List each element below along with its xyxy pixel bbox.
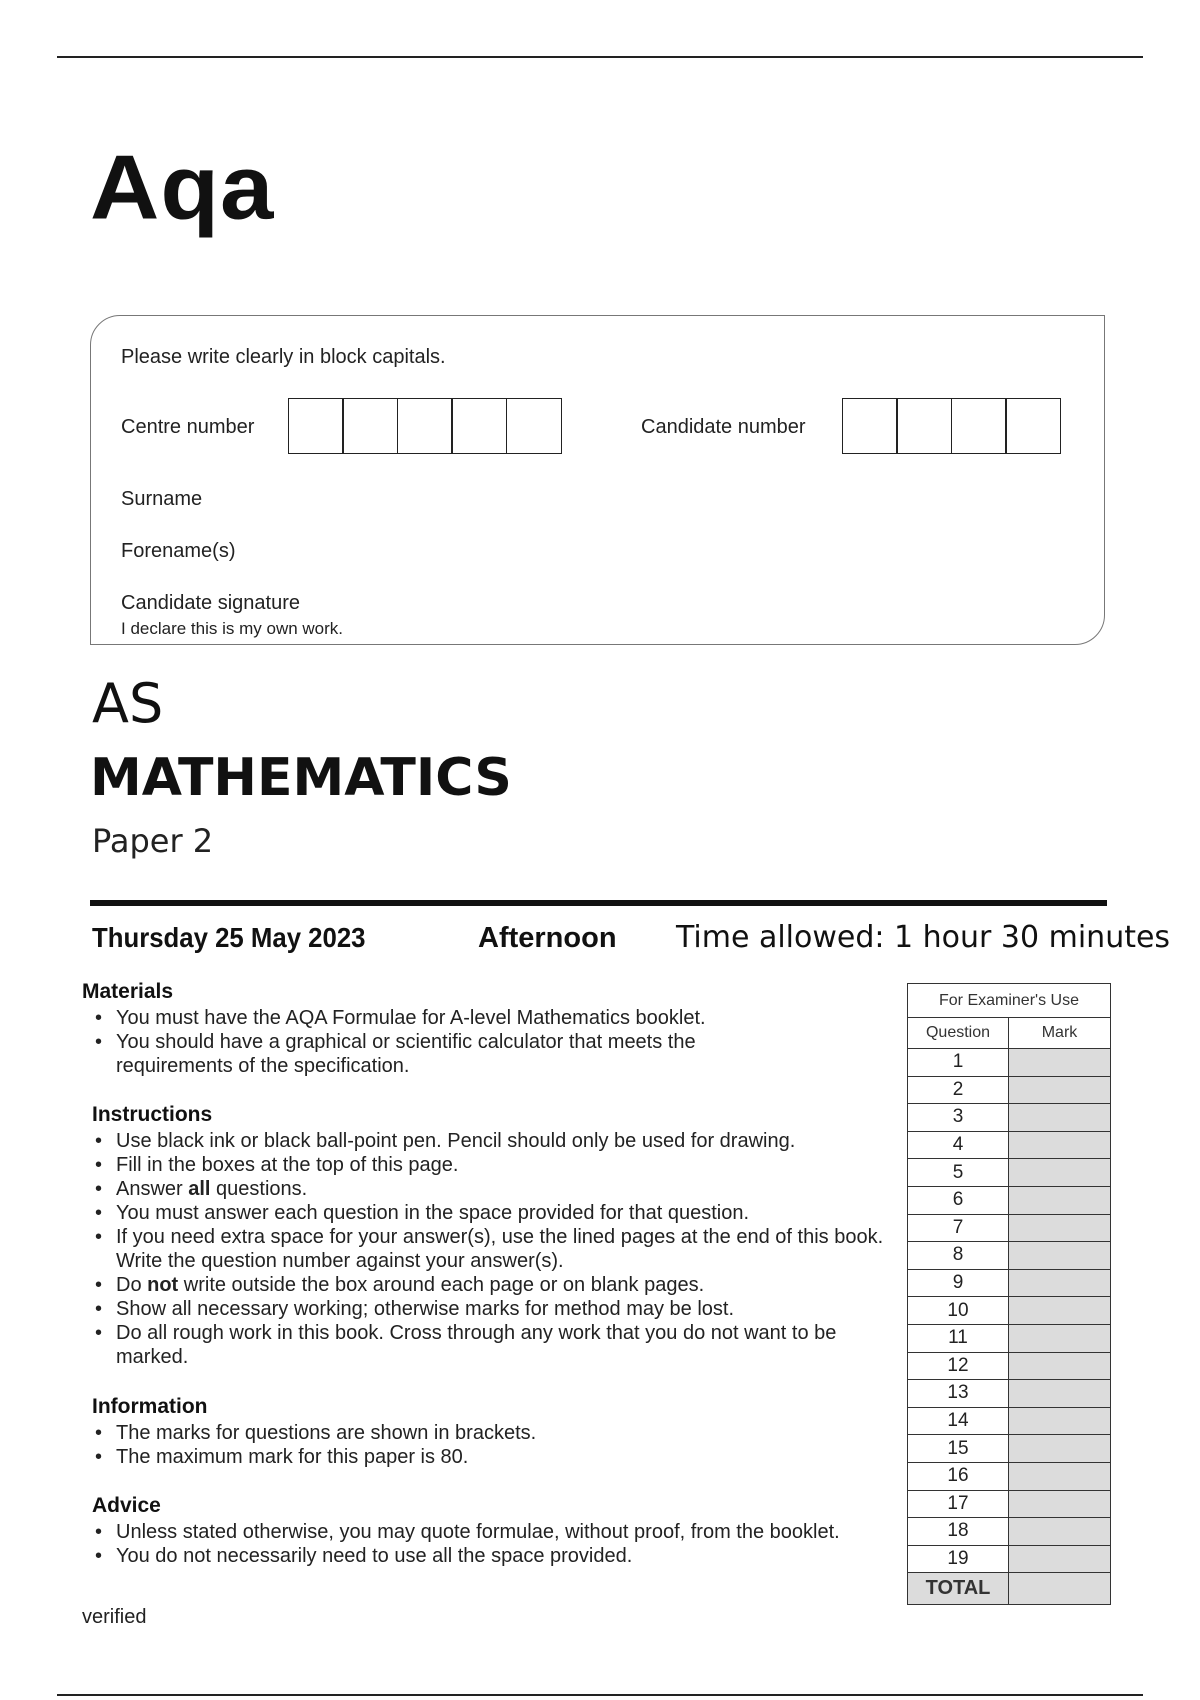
mark-cell bbox=[1009, 1490, 1111, 1518]
total-mark-cell bbox=[1009, 1573, 1111, 1605]
forenames-label: Forename(s) bbox=[121, 540, 236, 562]
mark-cell bbox=[1009, 1518, 1111, 1546]
materials-list bbox=[92, 1006, 892, 1078]
question-number-cell: 15 bbox=[908, 1435, 1009, 1463]
table-row bbox=[908, 1352, 1111, 1380]
examiner-table-title: For Examiner's Use bbox=[908, 984, 1111, 1018]
list-item: • Use black ink or black ball-point pen. Pencil should only be used for drawing. bbox=[92, 1129, 892, 1153]
list-item: • The maximum mark for this paper is 80. bbox=[92, 1445, 892, 1469]
table-row bbox=[908, 1159, 1111, 1187]
aqa-logo: Aqa bbox=[90, 136, 275, 239]
mark-cell bbox=[1009, 1407, 1111, 1435]
table-row bbox=[908, 1104, 1111, 1132]
list-item: • You must answer each question in the space provided for that question. bbox=[92, 1201, 892, 1225]
mark-cell bbox=[1009, 1380, 1111, 1408]
candidate-number-digit-box[interactable] bbox=[1005, 398, 1061, 454]
mark-cell bbox=[1009, 1159, 1111, 1187]
centre-number-boxes bbox=[289, 398, 562, 454]
table-row bbox=[908, 1545, 1111, 1573]
examiner-use-table bbox=[907, 983, 1111, 1605]
centre-number-digit-box[interactable] bbox=[451, 398, 507, 454]
mark-cell bbox=[1009, 1242, 1111, 1270]
information-list bbox=[92, 1421, 892, 1469]
mark-column-header: Mark bbox=[1009, 1018, 1111, 1049]
table-row bbox=[908, 1269, 1111, 1297]
candidate-number-digit-box[interactable] bbox=[896, 398, 952, 454]
list-item: • Unless stated otherwise, you may quote formulae, without proof, from the booklet. bbox=[92, 1520, 876, 1544]
centre-number-digit-box[interactable] bbox=[342, 398, 398, 454]
subject-title: MATHEMATICS bbox=[90, 748, 512, 808]
table-row bbox=[908, 1242, 1111, 1270]
question-number-cell: 2 bbox=[908, 1076, 1009, 1104]
table-row bbox=[908, 1462, 1111, 1490]
mark-cell bbox=[1009, 1435, 1111, 1463]
question-number-cell: 1 bbox=[908, 1049, 1009, 1077]
table-row bbox=[908, 1214, 1111, 1242]
bottom-rule bbox=[57, 1694, 1143, 1696]
instruction-text: Answer bbox=[116, 1178, 189, 1200]
question-number-cell: 19 bbox=[908, 1545, 1009, 1573]
top-rule bbox=[57, 56, 1143, 58]
instruction-text: Do bbox=[116, 1274, 148, 1296]
instructions-list bbox=[92, 1129, 892, 1369]
list-item: • If you need extra space for your answer(s), use the lined pages at the end of this book. Write the question number against your answer(s). bbox=[92, 1225, 891, 1273]
table-row bbox=[908, 1297, 1111, 1325]
materials-heading: Materials bbox=[82, 980, 174, 1003]
mark-cell bbox=[1009, 1131, 1111, 1159]
table-row bbox=[908, 1380, 1111, 1408]
mark-cell bbox=[1009, 1297, 1111, 1325]
list-item: • Fill in the boxes at the top of this page. bbox=[92, 1153, 892, 1177]
exam-session: Afternoon bbox=[478, 922, 617, 954]
mark-cell bbox=[1009, 1104, 1111, 1132]
candidate-number-digit-box[interactable] bbox=[951, 398, 1007, 454]
table-row bbox=[908, 1186, 1111, 1214]
emphasis-text: not bbox=[147, 1274, 179, 1296]
question-number-cell: 16 bbox=[908, 1462, 1009, 1490]
list-item: • The marks for questions are shown in brackets. bbox=[92, 1421, 892, 1445]
table-row bbox=[908, 1324, 1111, 1352]
signature-label: Candidate signature bbox=[121, 592, 301, 614]
list-item: • Show all necessary working; otherwise marks for method may be lost. bbox=[92, 1297, 892, 1321]
question-number-cell: 6 bbox=[908, 1186, 1009, 1214]
list-item: • Do all rough work in this book. Cross through any work that you do not want to be marked. bbox=[92, 1321, 891, 1369]
surname-label: Surname bbox=[121, 488, 203, 510]
table-row bbox=[908, 1518, 1111, 1546]
mark-cell bbox=[1009, 1076, 1111, 1104]
examiner-table-body bbox=[908, 1049, 1111, 1573]
mark-cell bbox=[1009, 1214, 1111, 1242]
total-label: TOTAL bbox=[908, 1573, 1009, 1605]
mark-cell bbox=[1009, 1186, 1111, 1214]
table-row bbox=[908, 1131, 1111, 1159]
candidate-details-box bbox=[90, 315, 1105, 645]
list-item bbox=[92, 1273, 892, 1297]
list-item: • You do not necessarily need to use all the space provided. bbox=[92, 1544, 892, 1568]
advice-list bbox=[92, 1520, 892, 1568]
question-number-cell: 13 bbox=[908, 1380, 1009, 1408]
table-row bbox=[908, 1435, 1111, 1463]
section-divider bbox=[90, 900, 1107, 906]
question-number-cell: 17 bbox=[908, 1490, 1009, 1518]
question-column-header: Question bbox=[908, 1018, 1009, 1049]
table-row bbox=[908, 1490, 1111, 1518]
centre-number-digit-box[interactable] bbox=[506, 398, 562, 454]
block-capitals-instruction: Please write clearly in block capitals. bbox=[121, 346, 446, 368]
declaration-text: I declare this is my own work. bbox=[121, 619, 344, 638]
centre-number-label: Centre number bbox=[121, 416, 255, 438]
information-heading: Information bbox=[92, 1395, 208, 1418]
qualification-level: AS bbox=[92, 672, 164, 735]
question-number-cell: 18 bbox=[908, 1518, 1009, 1546]
table-row bbox=[908, 1049, 1111, 1077]
table-row bbox=[908, 1407, 1111, 1435]
list-item: • You must have the AQA Formulae for A-level Mathematics booklet. bbox=[92, 1006, 892, 1030]
mark-cell bbox=[1009, 1269, 1111, 1297]
candidate-number-label: Candidate number bbox=[641, 416, 806, 438]
mark-cell bbox=[1009, 1324, 1111, 1352]
exam-date: Thursday 25 May 2023 bbox=[92, 922, 366, 953]
mark-cell bbox=[1009, 1049, 1111, 1077]
question-number-cell: 10 bbox=[908, 1297, 1009, 1325]
question-number-cell: 9 bbox=[908, 1269, 1009, 1297]
candidate-number-digit-box[interactable] bbox=[842, 398, 898, 454]
mark-cell bbox=[1009, 1462, 1111, 1490]
table-row bbox=[908, 1076, 1111, 1104]
question-number-cell: 7 bbox=[908, 1214, 1009, 1242]
instructions-heading: Instructions bbox=[92, 1103, 213, 1126]
mark-cell bbox=[1009, 1545, 1111, 1573]
time-allowed: Time allowed: 1 hour 30 minutes bbox=[676, 920, 1171, 955]
emphasis-text: all bbox=[188, 1178, 211, 1200]
mark-cell bbox=[1009, 1352, 1111, 1380]
paper-number: Paper 2 bbox=[92, 822, 214, 860]
question-number-cell: 5 bbox=[908, 1159, 1009, 1187]
list-item bbox=[92, 1177, 892, 1201]
centre-number-digit-box[interactable] bbox=[288, 398, 344, 454]
centre-number-digit-box[interactable] bbox=[397, 398, 453, 454]
advice-heading: Advice bbox=[92, 1494, 161, 1517]
instruction-text: write outside the box around each page or on blank pages. bbox=[178, 1274, 705, 1296]
question-number-cell: 14 bbox=[908, 1407, 1009, 1435]
question-number-cell: 8 bbox=[908, 1242, 1009, 1270]
question-number-cell: 3 bbox=[908, 1104, 1009, 1132]
list-item: • You should have a graphical or scientific calculator that meets the requirements of the specification. bbox=[92, 1030, 816, 1078]
candidate-number-boxes bbox=[843, 398, 1061, 454]
question-number-cell: 12 bbox=[908, 1352, 1009, 1380]
question-number-cell: 11 bbox=[908, 1324, 1009, 1352]
question-number-cell: 4 bbox=[908, 1131, 1009, 1159]
verified-note: verified bbox=[82, 1606, 147, 1628]
instruction-text: questions. bbox=[210, 1178, 308, 1200]
